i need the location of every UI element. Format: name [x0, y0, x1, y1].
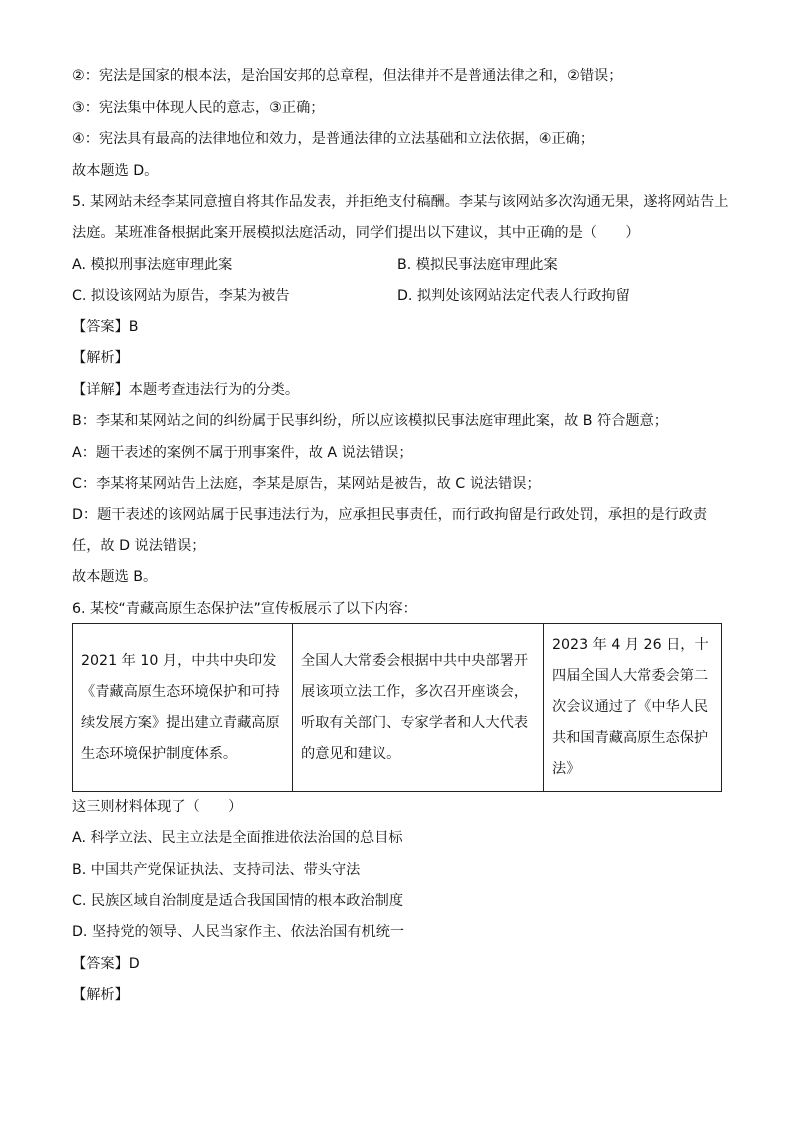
- q6-option-d: D. 坚持党的领导、人民当家作主、依法治国有机统一: [72, 924, 405, 940]
- board-cell-2: 全国人大常委会根据中共中央部署开展该项立法工作，多次召开座谈会，听取有关部门、专家学者和人大代表的意见和建议。: [293, 624, 544, 792]
- q5-option-a: A. 模拟刑事法庭审理此案: [72, 257, 233, 273]
- q5-detail-line-5: D：题干表述的该网站属于民事违法行为，应承担民事责任，而行政拘留是行政处罚，承担的是行政责: [72, 507, 708, 523]
- q4-conclusion: 故本题选 D。: [72, 163, 159, 179]
- q6-option-c: C. 民族区域自治制度是适合我国国情的根本政治制度: [72, 893, 404, 909]
- q6-analysis-label: 【解析】: [72, 987, 129, 1003]
- q6-option-a: A. 科学立法、民主立法是全面推进依法治国的总目标: [72, 830, 403, 846]
- q5-detail-line-2: B：李某和某网站之间的纠纷属于民事纠纷，所以应该模拟民事法庭审理此案，故 B 符合题意；: [72, 413, 668, 429]
- analysis-line-2: ②：宪法是国家的根本法，是治国安邦的总章程，但法律并不是普通法律之和，②错误；: [72, 68, 623, 84]
- q5-stem-line-1: 5. 某网站未经李某同意擅自将其作品发表，并拒绝支付稿酬。李某与该网站多次沟通无果，遂将网站告上: [72, 194, 729, 210]
- q6-stem: 6. 某校“青藏高原生态保护法”宣传板展示了以下内容：: [72, 601, 417, 617]
- q5-detail-line-3: A：题干表述的案例不属于刑事案件，故 A 说法错误；: [72, 445, 413, 461]
- q5-analysis-label: 【解析】: [72, 350, 129, 366]
- q5-answer: 【答案】B: [72, 319, 139, 335]
- q5-detail-line-6: 任，故 D 说法错误；: [72, 538, 206, 554]
- analysis-line-4: ④：宪法具有最高的法律地位和效力，是普通法律的立法基础和立法依据，④正确；: [72, 131, 595, 147]
- q6-answer: 【答案】D: [72, 956, 140, 972]
- q6-option-b: B. 中国共产党保证执法、支持司法、带头守法: [72, 862, 361, 878]
- q5-option-d: D. 拟判处该网站法定代表人行政拘留: [397, 288, 630, 304]
- q5-detail-line-1: 【详解】本题考查违法行为的分类。: [72, 382, 300, 398]
- q6-question: 这三则材料体现了（ ）: [72, 799, 243, 815]
- q5-option-c: C. 拟设该网站为原告，李某为被告: [72, 288, 290, 304]
- board-cell-3: 2023 年 4 月 26 日，十四届全国人大常委会第二次会议通过了《中华人民共和国青藏高原生态保护法》: [544, 624, 722, 792]
- q5-detail-line-4: C：李某将某网站告上法庭，李某是原告，某网站是被告，故 C 说法错误；: [72, 476, 541, 492]
- q5-option-b: B. 模拟民事法庭审理此案: [397, 257, 558, 273]
- propaganda-board-table: [72, 623, 722, 792]
- board-cell-1: 2021 年 10 月，中共中央印发《青藏高原生态环境保护和可持续发展方案》提出建立青藏高原生态环境保护制度体系。: [73, 624, 293, 792]
- q5-conclusion: 故本题选 B。: [72, 569, 158, 585]
- analysis-line-3: ③：宪法集中体现人民的意志，③正确；: [72, 100, 325, 116]
- q5-stem-line-2: 法庭。某班准备根据此案开展模拟法庭活动，同学们提出以下建议，其中正确的是（ ）: [72, 225, 640, 241]
